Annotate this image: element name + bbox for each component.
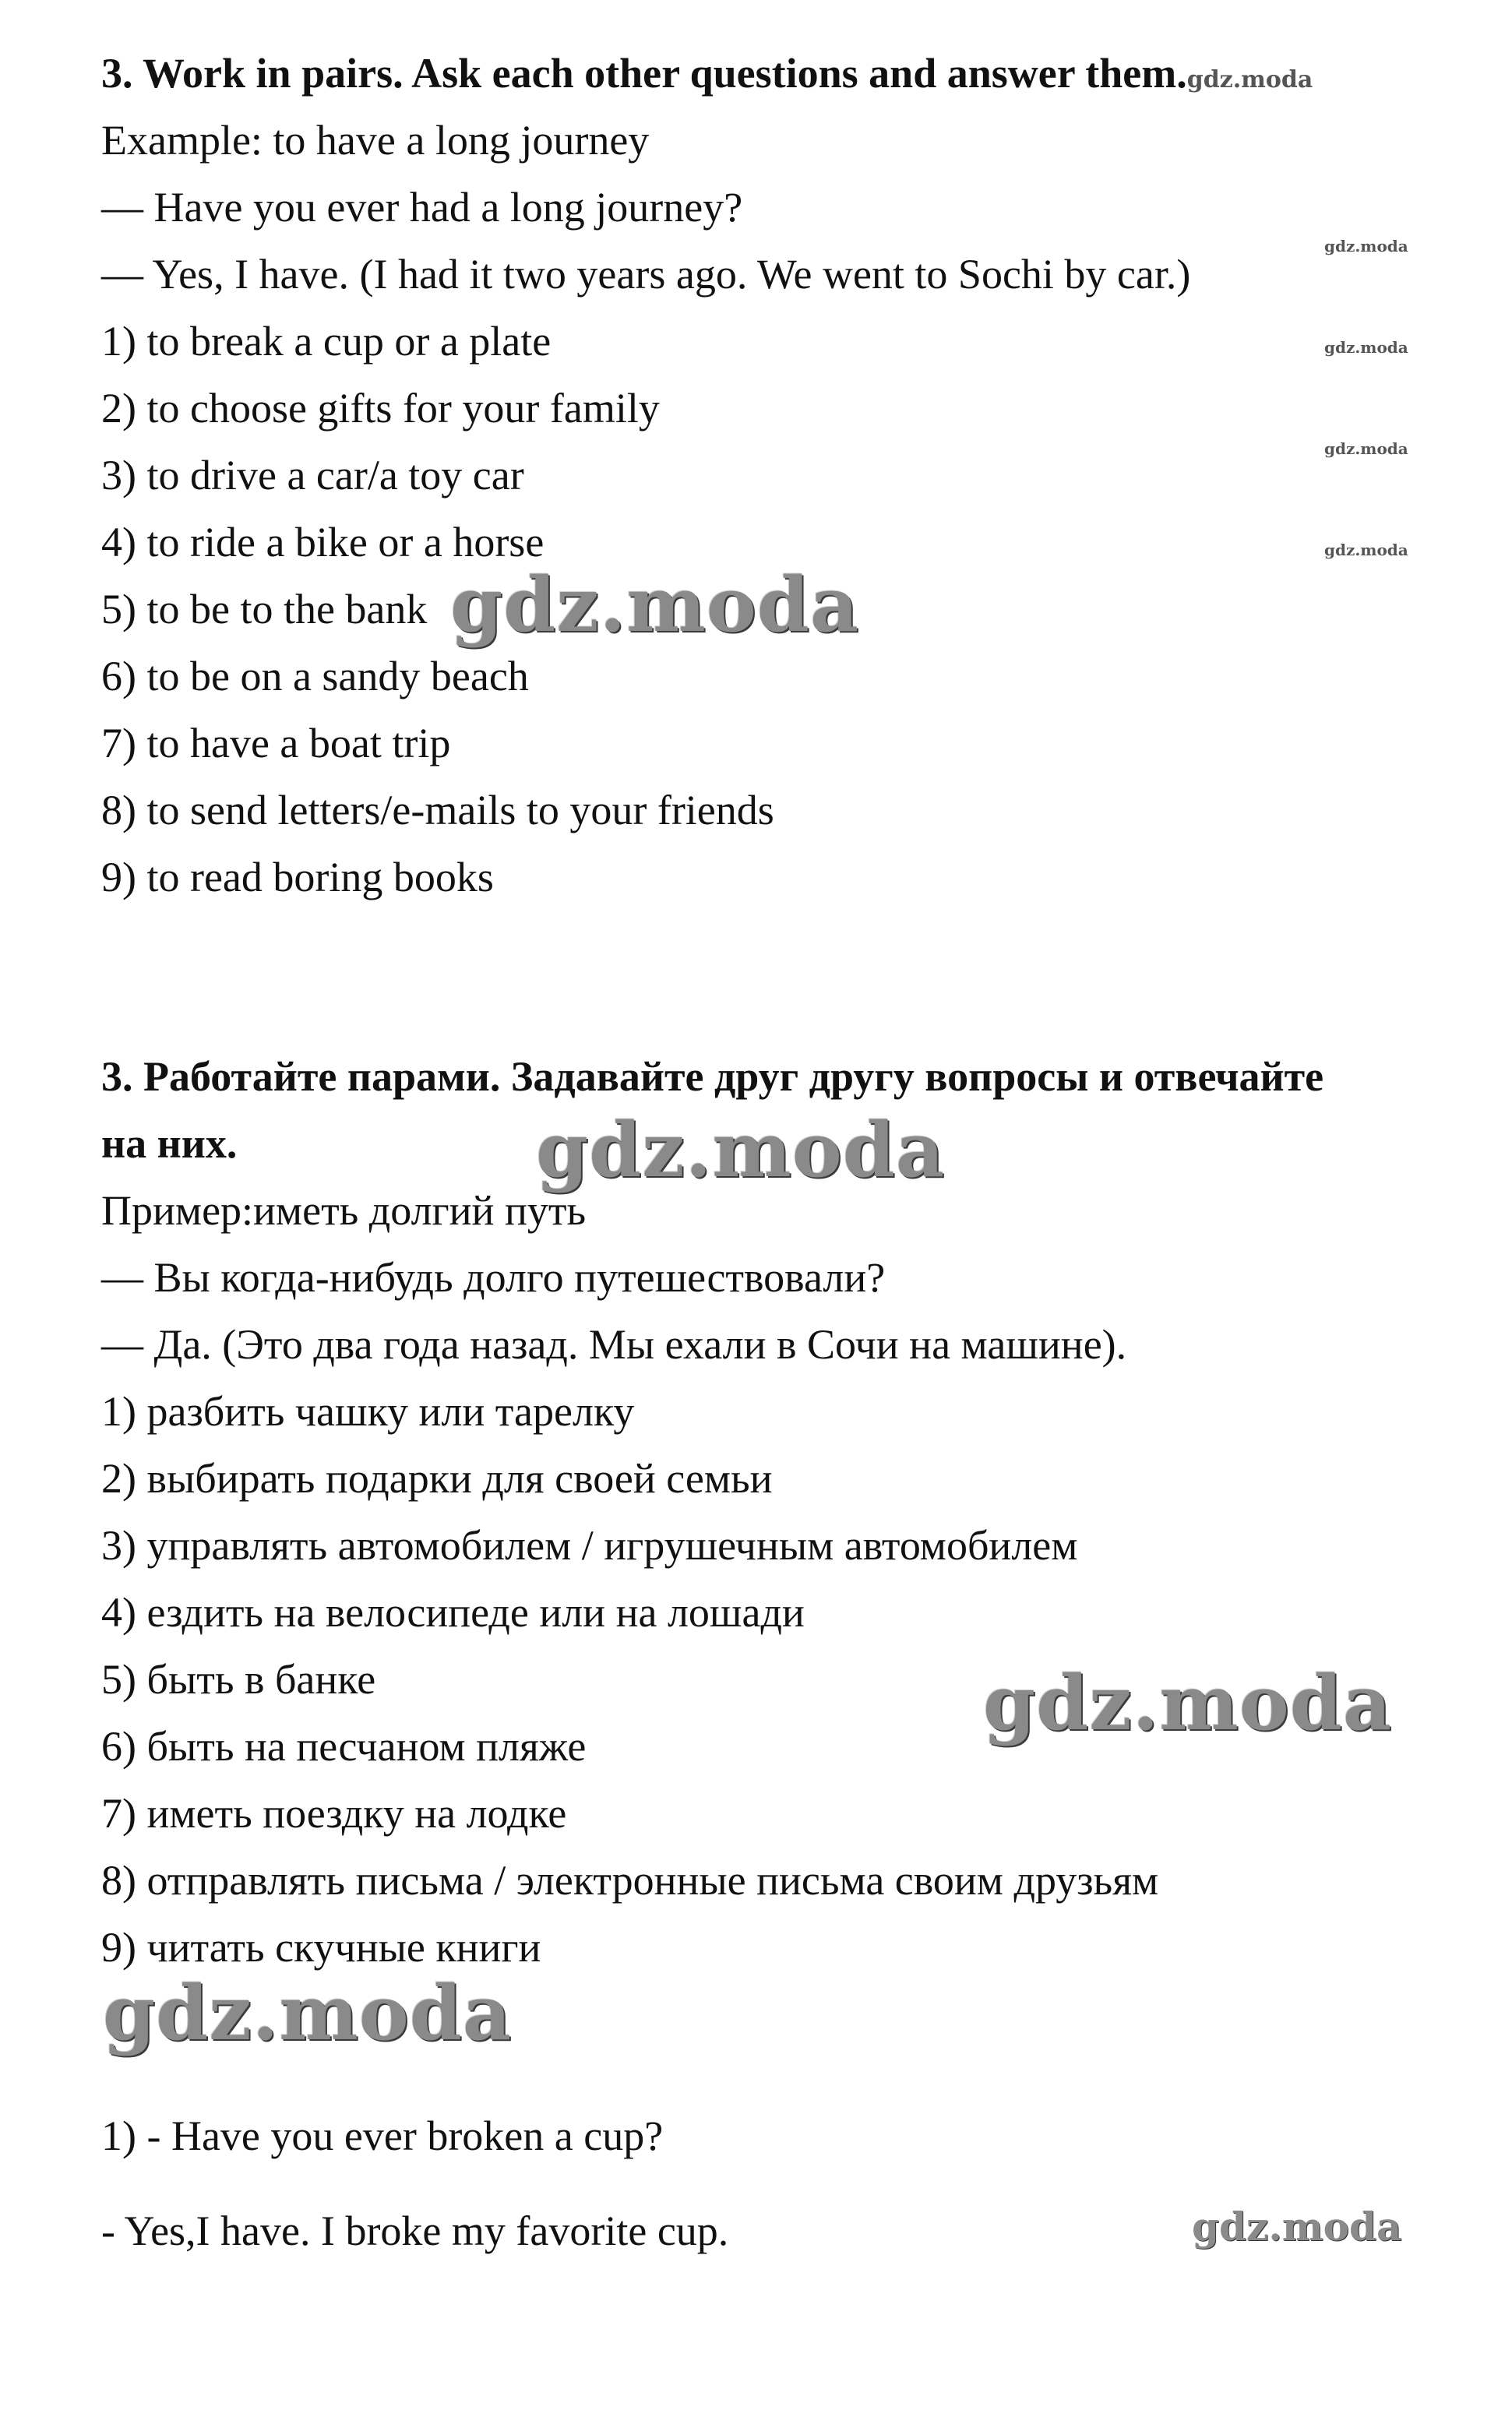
watermark-large-4: gdz.moda [103,1969,513,2057]
list-item-en-6: 6) to be on a sandy beach [101,653,529,699]
exercise-heading-ru-line2: на них. [101,1120,238,1167]
list-item-ru-3: 3) управлять автомобилем / игрушечным автомобилем [101,1522,1078,1569]
list-item-ru-1: 1) разбить чашку или тарелку [101,1388,635,1435]
watermark-small-1: gdz.moda [1324,237,1408,255]
list-item-ru-4: 4) ездить на велосипеде или на лошади [101,1589,805,1636]
list-item-en-3: 3) to drive a car/a toy car [101,452,524,499]
exercise-heading-en: 3. Work in pairs. Ask each other questions and answer them.gdz.moda [101,50,1313,97]
watermark-small-2: gdz.moda [1324,338,1408,357]
list-item-en-5: 5) to be to the bank [101,586,428,632]
example-label-en: Example: to have a long journey [101,117,650,164]
list-item-en-2: 2) to choose gifts for your family [101,385,660,432]
list-item-ru-6: 6) быть на песчаном пляже [101,1723,587,1770]
example-question-ru: — Вы когда-нибудь долго путешествовали? [101,1254,886,1301]
watermark-small-3: gdz.moda [1324,439,1408,458]
list-item-en-9: 9) to read boring books [101,854,494,900]
watermark-large-3: gdz.moda [983,1659,1393,1747]
list-item-en-1: 1) to break a cup or a plate [101,318,552,365]
list-item-ru-2: 2) выбирать подарки для своей семьи [101,1455,773,1502]
example-question-en: — Have you ever had a long journey? [101,184,743,231]
list-item-en-4: 4) to ride a bike or a horse [101,519,545,566]
watermark-large-2: gdz.moda [536,1106,946,1194]
watermark-medium: gdz.moda [1192,2204,1402,2250]
list-item-en-7: 7) to have a boat trip [101,720,451,766]
list-item-ru-7: 7) иметь поездку на лодке [101,1790,567,1837]
list-item-ru-8: 8) отправлять письма / электронные письма своим друзьям [101,1857,1159,1904]
answer-question: 1) - Have you ever broken a cup? [101,2112,664,2159]
exercise-heading-ru-line1: 3. Работайте парами. Задавайте друг другу вопросы и отвечайте [101,1053,1324,1100]
watermark-large-1: gdz.moda [450,561,860,649]
watermark-small-4: gdz.moda [1324,541,1408,559]
list-item-en-8: 8) to send letters/e-mails to your friends [101,787,774,833]
example-answer-ru: — Да. (Это два года назад. Мы ехали в Сочи на машине). [101,1321,1127,1368]
list-item-ru-9: 9) читать скучные книги [101,1924,541,1971]
watermark-inline: gdz.moda [1186,66,1313,93]
answer-reply: - Yes,I have. I broke my favorite cup. [101,2207,729,2254]
example-label-ru: Пример:иметь долгий путь [101,1187,587,1234]
example-answer-en: — Yes, I have. (I had it two years ago. We went to Sochi by car.) [101,251,1191,298]
list-item-ru-5: 5) быть в банке [101,1656,376,1703]
